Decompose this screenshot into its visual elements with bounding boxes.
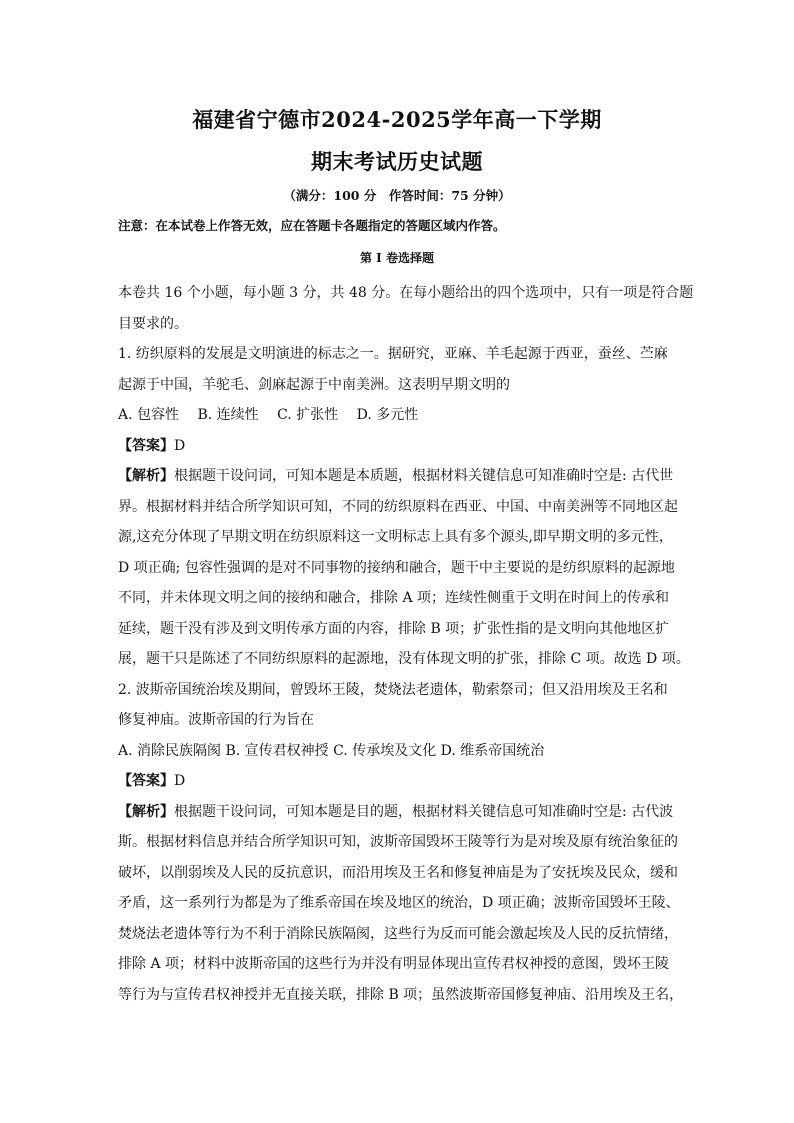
answer-label: 【答案】 bbox=[118, 773, 174, 789]
analysis-label: 【解析】 bbox=[118, 468, 174, 484]
analysis-label: 【解析】 bbox=[118, 803, 174, 820]
question-1-analysis: 源,这充分体现了早期文明在纺织原料这一文明标志上具有多个源头,即早期文明的多元性， bbox=[118, 529, 673, 545]
question-2-stem: 2. 波斯帝国统治埃及期间，曾毁坏王陵，焚烧法老遗体，勒索祭司；但又沿用埃及王名和 bbox=[118, 681, 668, 698]
question-1-analysis: 界。根据材料并结合所学知识可知，不同的纺织原料在西亚、中国、中南美洲等不同地区起 bbox=[118, 498, 678, 515]
document-subtitle: 期末考试历史试题 bbox=[311, 149, 483, 174]
exam-notice: 注意：在本试卷上作答无效，应在答题卡各题指定的答题区域内作答。 bbox=[118, 218, 506, 233]
question-1-analysis: D 项正确; 包容性强调的是对不同事物的接纳和融合，题干中主要说的是纺织原料的起源地 bbox=[118, 559, 675, 576]
section-heading: 第 I 卷选择题 bbox=[360, 251, 434, 265]
question-2-analysis: 焚烧法老遗体等行为不利于消除民族隔阂，这些行为反而可能会激起埃及人民的反抗情绪， bbox=[118, 925, 678, 942]
question-1-options: A. 包容性 B. 连续性 C. 扩张性 D. 多元性 bbox=[118, 407, 419, 423]
question-2-options: A. 消除民族隔阂 B. 宣传君权神授 C. 传承埃及文化 D. 维系帝国统治 bbox=[118, 742, 545, 759]
exam-meta: （满分：100 分 作答时间：75 分钟） bbox=[283, 188, 511, 203]
question-2-analysis: 排除 A 项；材料中波斯帝国的这些行为并没有明显体现出宣传君权神授的意图，毁坏王陵 bbox=[118, 956, 670, 972]
answer-label: 【答案】 bbox=[118, 437, 174, 454]
question-1-stem: 1. 纺织原料的发展是文明演进的标志之一。据研究，亚麻、羊毛起源于西亚，蚕丝、苎麻 bbox=[118, 346, 668, 362]
analysis-text: 根据题干设问词，可知本题是目的题，根据材料关键信息可知准确时空是: 古代波 bbox=[174, 803, 674, 820]
question-1-answer bbox=[118, 431, 684, 462]
question-1-analysis: 延续，题干没有涉及到文明传承方面的内容，排除 B 项；扩张性指的是文明向其他地区扩 bbox=[118, 620, 670, 637]
question-2-analysis: 斯。根据材料信息并结合所学知识可知，波斯帝国毁坏王陵等行为是对埃及原有统治象征的 bbox=[118, 834, 678, 850]
question-1-analysis: 不同，并未体现文明之间的接纳和融合，排除 A 项；连续性侧重于文明在时间上的传承和 bbox=[118, 590, 670, 606]
question-1-analysis: 展，题干只是陈述了不同纺织原料的起源地，没有体现文明的扩张，排除 C 项。故选 D 项。 bbox=[118, 651, 690, 667]
question-2-analysis: 等行为与宣传君权神授并无直接关联，排除 B 项；虽然波斯帝国修复神庙、沿用埃及王名， bbox=[118, 986, 684, 1003]
question-2-analysis: 矛盾，这一系列行为都是为了维系帝国在埃及地区的统治，D 项正确；波斯帝国毁坏王陵、 bbox=[118, 895, 680, 911]
document-body bbox=[118, 278, 694, 1010]
intro-line: 目要求的。 bbox=[118, 315, 188, 332]
document-title: 福建省宁德市2024-2025学年高一下学期 bbox=[192, 107, 602, 132]
intro-line: 本卷共 16 个小题，每小题 3 分，共 48 分。在每小题给出的四个选项中，只有一项是符合题 bbox=[118, 285, 694, 301]
question-2-stem: 修复神庙。波斯帝国的行为旨在 bbox=[118, 712, 314, 728]
question-2-analysis: 破坏，以削弱埃及人民的反抗意识，而沿用埃及王名和修复神庙是为了安抚埃及民众，缓和 bbox=[118, 864, 678, 881]
question-2-answer bbox=[118, 766, 684, 797]
question-1-stem: 起源于中国，羊驼毛、剑麻起源于中南美洲。这表明早期文明的 bbox=[118, 376, 510, 393]
question-2-analysis bbox=[118, 797, 684, 828]
answer-value: D bbox=[174, 773, 186, 789]
question-1-analysis bbox=[118, 461, 684, 492]
answer-value: D bbox=[174, 437, 186, 454]
analysis-text: 根据题干设问词，可知本题是本质题，根据材料关键信息可知准确时空是: 古代世 bbox=[174, 468, 674, 484]
